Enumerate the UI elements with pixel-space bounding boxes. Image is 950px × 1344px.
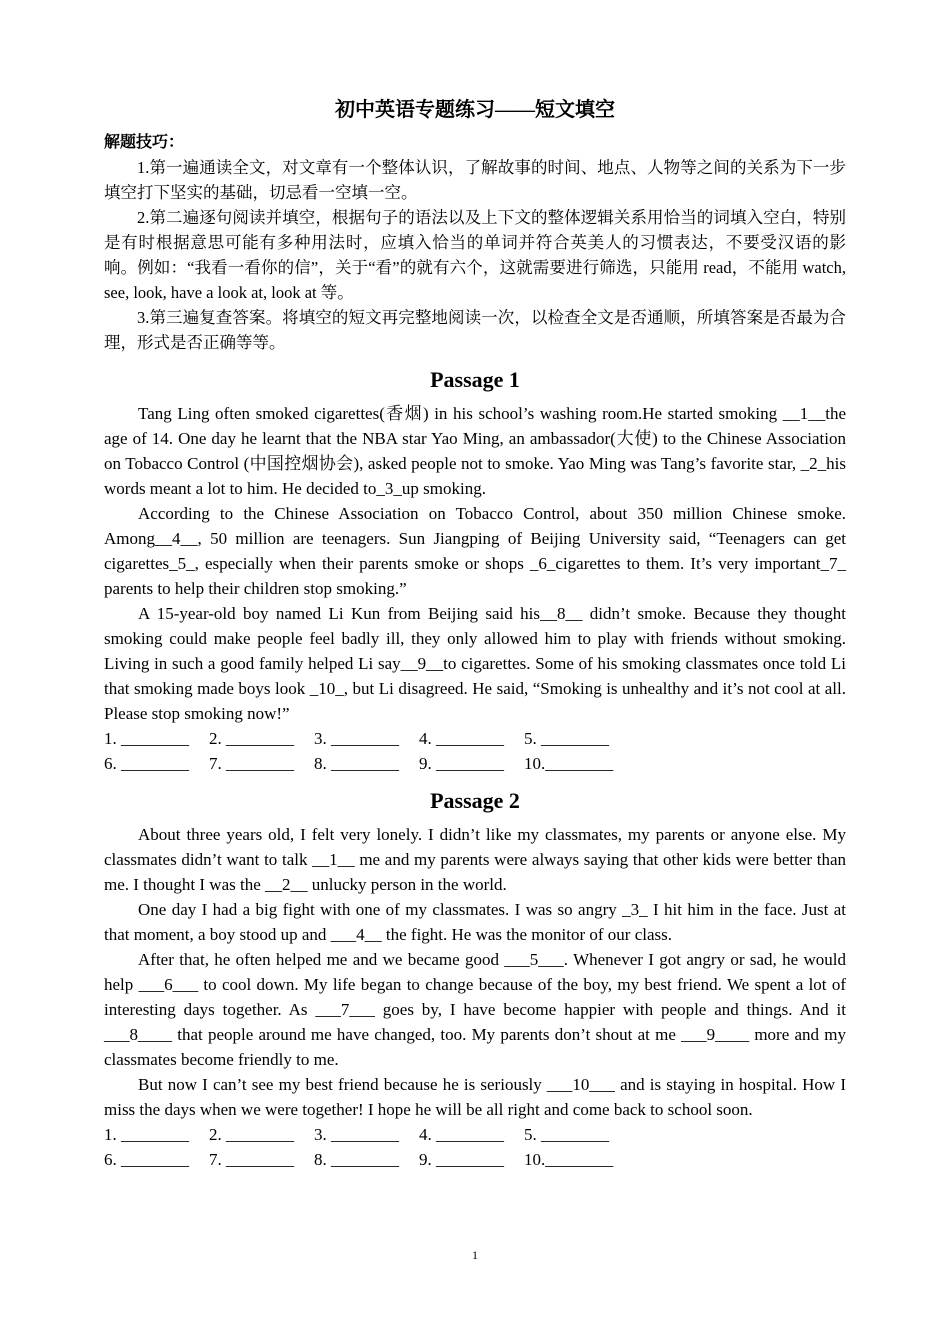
page-number: 1 (472, 1248, 478, 1262)
answer-row (104, 751, 846, 776)
answer-blank[interactable]: 8. ________ (314, 1150, 399, 1169)
passage-paragraph: After that, he often helped me and we became good ___5___. Whenever I got angry or sad, he would help ___6___ to cool down. My life began to change because of the boy, my best friend. We spent a lot of interesting days together. As ___7___ goes by, I have become happier with people and things. And it ___8____ that people around me have changed, too. My parents don’t shout at me ___9____ more and my classmates become friendly to me. (104, 950, 846, 1069)
answer-blank[interactable]: 4. ________ (419, 1125, 504, 1144)
answer-blank[interactable]: 8. ________ (314, 754, 399, 773)
answer-blank[interactable]: 9. ________ (419, 754, 504, 773)
answer-blank[interactable]: 3. ________ (314, 729, 399, 748)
passage-2 (104, 786, 846, 1172)
passage-paragraph: According to the Chinese Association on Tobacco Control, about 350 million Chinese smoke. Among__4__, 50 million are teenagers. Sun Jiangping of Beijing University said, “Teenagers can get cigarettes_5_, especially when their parents smoke or shops _6_cigarettes to them. It’s very important_7_ parents to help their children stop smoking.” (104, 504, 846, 598)
answer-row (104, 726, 846, 751)
answer-blank[interactable]: 2. ________ (209, 729, 294, 748)
answer-row (104, 1147, 846, 1172)
answer-blank[interactable]: 5. ________ (524, 1125, 609, 1144)
tips-section (104, 130, 846, 355)
answer-blank[interactable]: 3. ________ (314, 1125, 399, 1144)
answer-blank[interactable]: 9. ________ (419, 1150, 504, 1169)
passage-paragraph: One day I had a big fight with one of my classmates. I was so angry _3_ I hit him in the face. Just at that moment, a boy stood up and ___4__ the fight. He was the monitor of our class. (104, 900, 846, 944)
passage-paragraph: About three years old, I felt very lonely. I didn’t like my classmates, my parents or anyone else. My classmates didn’t want to talk __1__ me and my parents were always saying that other kids were better than me. I thought I was the __2__ unlucky person in the world. (104, 825, 846, 894)
tips-heading: 解题技巧： (104, 134, 185, 151)
passage-title: Passage 2 (430, 788, 520, 813)
answer-blank[interactable]: 1. ________ (104, 729, 189, 748)
document-title: 初中英语专题练习——短文填空 (335, 99, 615, 121)
passage-paragraph: A 15-year-old boy named Li Kun from Beijing said his__8__ didn’t smoke. Because they thought smoking could make people feel badly ill, they only allowed him to play with friends without smoking. Living in such a good family helped Li say__9__to cigarettes. Some of his smoking classmates once told Li that smoking made boys look _10_, but Li disagreed. He said, “Smoking is unhealthy and it’s not cool at all. Please stop smoking now!” (104, 604, 846, 723)
tip-item: 3.第三遍复查答案。将填空的短文再完整地阅读一次，以检查全文是否通顺，所填答案是否最为合理，形式是否正确等等。 (104, 308, 846, 352)
answer-blank[interactable]: 7. ________ (209, 1150, 294, 1169)
answer-blank[interactable]: 1. ________ (104, 1125, 189, 1144)
passage-1 (104, 365, 846, 776)
answer-blank[interactable]: 4. ________ (419, 729, 504, 748)
tip-item: 2.第二遍逐句阅读并填空，根据句子的语法以及上下文的整体逻辑关系用恰当的词填入空白，特别是有时根据意思可能有多种用法时，应填入恰当的单词并符合英美人的习惯表达，不要受汉语的影响。例如：“我看一看你的信”，关于“看”的就有六个，这就需要进行筛选，只能用 read，不能用 watch, see, look, have a look at, look at 等。 (104, 208, 846, 302)
answer-blank[interactable]: 6. ________ (104, 754, 189, 773)
passage-title: Passage 1 (430, 367, 520, 392)
answer-blank[interactable]: 10.________ (524, 1150, 614, 1169)
answer-blank[interactable]: 6. ________ (104, 1150, 189, 1169)
answer-row (104, 1122, 846, 1147)
answer-blank[interactable]: 10.________ (524, 754, 614, 773)
tip-item: 1.第一遍通读全文，对文章有一个整体认识，了解故事的时间、地点、人物等之间的关系为下一步填空打下坚实的基础，切忌看一空填一空。 (104, 158, 846, 202)
passage-paragraph: Tang Ling often smoked cigarettes(香烟) in his school’s washing room.He started smoking __1__the age of 14. One day he learnt that the NBA star Yao Ming, an ambassador(大使) to the Chinese Association on Tobacco Control (中国控烟协会), asked people not to smoke. Yao Ming was Tang’s favorite star, _2_his words meant a lot to him. He decided to_3_up smoking. (104, 404, 846, 498)
passage-paragraph: But now I can’t see my best friend because he is seriously ___10___ and is staying in hospital. How I miss the days when we were together! I hope he will be all right and come back to school soon. (104, 1075, 846, 1119)
answer-blank[interactable]: 7. ________ (209, 754, 294, 773)
answer-blank[interactable]: 5. ________ (524, 729, 609, 748)
answer-blank[interactable]: 2. ________ (209, 1125, 294, 1144)
document-page (104, 96, 846, 1172)
